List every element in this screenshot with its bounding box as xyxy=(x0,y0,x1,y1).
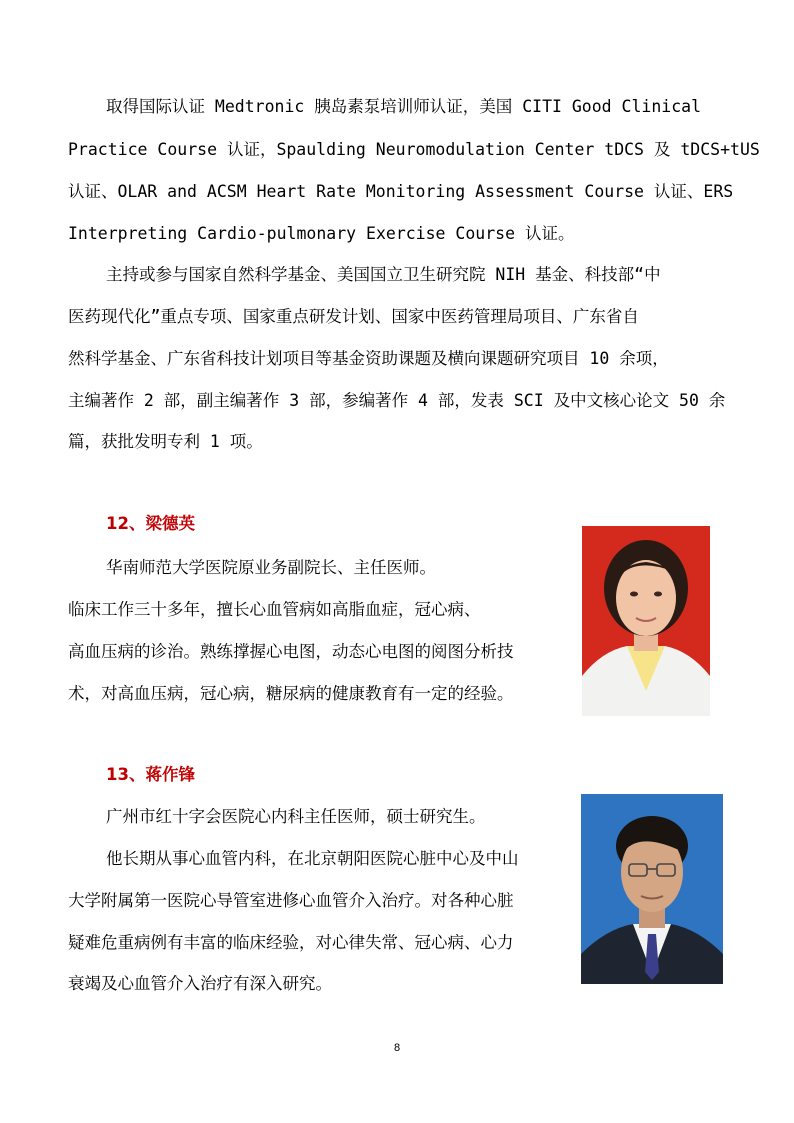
person-13-line-1: 广州市红十字会医院心内科主任医师，硕士研究生。 xyxy=(106,807,486,826)
intro-line-1: 取得国际认证 Medtronic 胰岛素泵培训师认证，美国 CITI Good Clinical xyxy=(106,97,702,116)
person-12-heading: 12、梁德英 xyxy=(106,514,195,533)
intro-line-8: 主编著作 2 部，副主编著作 3 部，参编著作 4 部，发表 SCI 及中文核心论文 50 余 xyxy=(68,391,726,410)
person-13-line-4: 疑难危重病例有丰富的临床经验，对心律失常、冠心病、心力 xyxy=(68,933,514,952)
person-12-line-4: 术，对高血压病，冠心病，糖尿病的健康教育有一定的经验。 xyxy=(68,684,514,703)
person-12-line-1: 华南师范大学医院原业务副院长、主任医师。 xyxy=(106,558,436,577)
intro-line-2: Practice Course 认证，Spaulding Neuromodulation Center tDCS 及 tDCS+tUS xyxy=(68,140,760,159)
person-13-line-3: 大学附属第一医院心导管室进修心血管介入治疗。对各种心脏 xyxy=(68,891,514,910)
intro-line-3: 认证、OLAR and ACSM Heart Rate Monitoring Assessment Course 认证、ERS xyxy=(68,182,734,201)
intro-line-7: 然科学基金、广东省科技计划项目等基金资助课题及横向课题研究项目 10 余项， xyxy=(68,349,669,368)
person-13-line-2: 他长期从事心血管内科，在北京朝阳医院心脏中心及中山 xyxy=(106,849,519,868)
intro-line-6: 医药现代化”重点专项、国家重点研发计划、国家中医药管理局项目、广东省自 xyxy=(68,307,639,326)
person-13-heading: 13、蒋作锋 xyxy=(106,765,195,784)
person-12-line-3: 高血压病的诊治。熟练撑握心电图，动态心电图的阅图分析技 xyxy=(68,642,514,661)
portrait-photo-jiang-zuofeng xyxy=(581,794,723,984)
intro-line-4: Interpreting Cardio-pulmonary Exercise Course 认证。 xyxy=(68,224,575,243)
person-12-line-2: 临床工作三十多年，擅长心血管病如高脂血症，冠心病、 xyxy=(68,600,481,619)
page-number: 8 xyxy=(393,1042,401,1054)
intro-line-5: 主持或参与国家自然科学基金、美国国立卫生研究院 NIH 基金、科技部“中 xyxy=(106,265,661,284)
intro-line-9: 篇，获批发明专利 1 项。 xyxy=(68,432,263,451)
person-13-line-5: 衰竭及心血管介入治疗有深入研究。 xyxy=(68,974,332,993)
portrait-photo-liang-deying xyxy=(582,526,710,716)
